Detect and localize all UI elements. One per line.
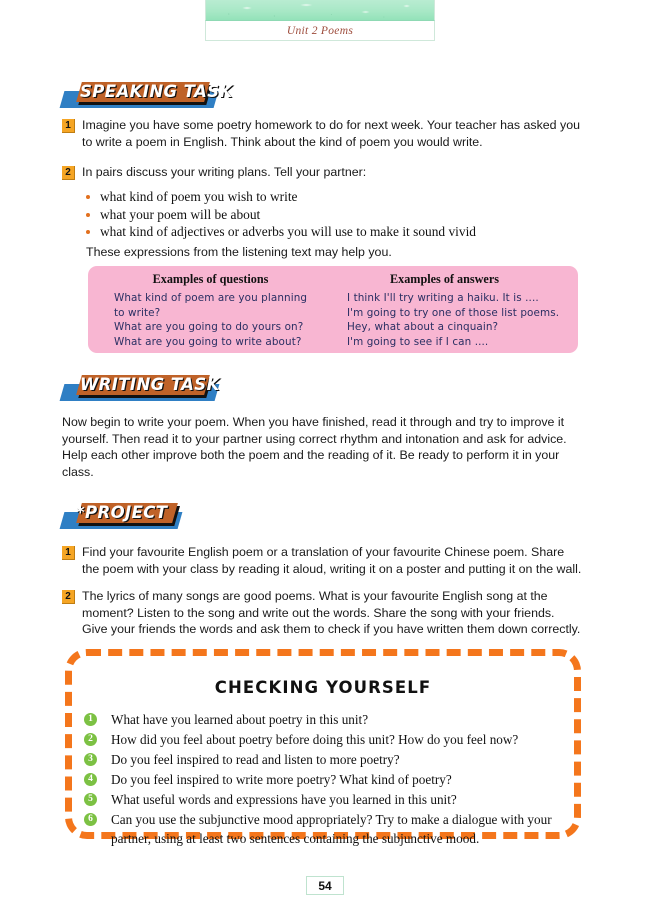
banner-writing-task-label: WRITING TASK bbox=[80, 375, 220, 394]
bullet-dot-icon bbox=[86, 213, 90, 217]
item-number-circle: 6 bbox=[84, 813, 97, 826]
list-item bbox=[84, 770, 576, 789]
answer-line: Hey, what about a cinquain? bbox=[347, 321, 499, 334]
project-item-1 bbox=[62, 544, 582, 577]
item-text: The lyrics of many songs are good poems. What is your favourite English song at the moment? Listen to the song and write out the words. Share the song with your friends. Give your friends the words and ask them to check if you have written them down correctly. bbox=[82, 589, 581, 636]
list-item bbox=[84, 750, 576, 769]
answer-line: I think I'll try writing a haiku. It is .... bbox=[347, 292, 539, 304]
question-line: What are you going to write about? bbox=[114, 335, 302, 348]
list-item bbox=[86, 223, 566, 241]
item-number-circle: 1 bbox=[84, 713, 97, 726]
item-text: Do you feel inspired to read and listen to more poetry? bbox=[111, 752, 400, 767]
examples-questions-column bbox=[88, 272, 333, 353]
banner-speaking-task-label: SPEAKING TASK bbox=[80, 82, 233, 101]
bullet-dot-icon bbox=[86, 195, 90, 199]
item-number-circle: 2 bbox=[84, 733, 97, 746]
item-text: How did you feel about poetry before doing this unit? How do you feel now? bbox=[111, 732, 519, 747]
bullet-text: what kind of poem you wish to write bbox=[100, 189, 298, 204]
answer-line: I'm going to see if I can .... bbox=[347, 335, 489, 348]
figure-caption: Unit 2 Poems bbox=[286, 24, 354, 37]
list-item bbox=[86, 206, 566, 224]
item-text: What have you learned about poetry in this unit? bbox=[111, 712, 369, 727]
examples-table bbox=[88, 266, 578, 353]
bullet-text: what your poem will be about bbox=[100, 206, 261, 222]
figure-caption-box bbox=[205, 20, 435, 41]
item-number-badge: 2 bbox=[62, 590, 75, 604]
item-text: In pairs discuss your writing plans. Tell your partner: bbox=[82, 165, 367, 179]
speaking-task-item-1 bbox=[62, 117, 582, 150]
question-line: What kind of poem are you planning bbox=[114, 292, 308, 304]
expressions-note: These expressions from the listening text may help you. bbox=[86, 245, 392, 259]
list-item bbox=[84, 730, 576, 749]
question-line: to write? bbox=[114, 306, 161, 319]
banner-writing-task bbox=[62, 375, 222, 401]
writing-task-paragraph: Now begin to write your poem. When you have finished, read it through and try to improve it yourself. Then read it to your partner using correct rhythm and intonation and ask for advice. Help each other improve both the poem and the reading of it. Be ready to perform it in your class. bbox=[62, 415, 567, 479]
item-text: Do you feel inspired to write more poetry? What kind of poetry? bbox=[111, 772, 452, 787]
column-header-questions: Examples of questions bbox=[152, 272, 269, 286]
figure-image bbox=[205, 0, 435, 20]
page-number: 54 bbox=[306, 876, 344, 895]
column-header-answers: Examples of answers bbox=[389, 272, 499, 286]
question-line: What are you going to do yours on? bbox=[114, 321, 304, 334]
checking-yourself-list bbox=[84, 710, 576, 849]
item-number-badge: 2 bbox=[62, 166, 75, 180]
item-number-badge: 1 bbox=[62, 119, 75, 133]
item-text: Can you use the subjunctive mood appropriately? Try to make a dialogue with your partner, using at least two sentences containing the subjunctive mood. bbox=[111, 812, 552, 846]
item-number-badge: 1 bbox=[62, 546, 75, 560]
answer-line: I'm going to try one of those list poems. bbox=[347, 306, 560, 319]
bullet-text: what kind of adjectives or adverbs you will use to make it sound vivid bbox=[100, 224, 476, 239]
item-number-circle: 4 bbox=[84, 773, 97, 786]
list-item bbox=[86, 188, 566, 206]
item-text: Imagine you have some poetry homework to do for next week. Your teacher has asked you to write a poem in English. Think about the kind of poem you would write. bbox=[82, 118, 580, 149]
item-number-circle: 5 bbox=[84, 793, 97, 806]
examples-answers-column bbox=[333, 272, 578, 353]
checking-yourself-box bbox=[65, 649, 581, 846]
banner-project bbox=[62, 503, 187, 529]
unit-figure bbox=[205, 0, 435, 41]
list-item bbox=[84, 810, 576, 848]
banner-project-label: *PROJECT bbox=[76, 503, 168, 522]
speaking-task-item-2 bbox=[62, 164, 582, 181]
item-number-circle: 3 bbox=[84, 753, 97, 766]
item-text: What useful words and expressions have you learned in this unit? bbox=[111, 792, 457, 807]
speaking-bullet-list bbox=[86, 188, 566, 241]
project-item-2 bbox=[62, 588, 582, 638]
banner-speaking-task bbox=[62, 82, 233, 108]
checking-yourself-title: CHECKING YOURSELF bbox=[214, 678, 432, 697]
list-item bbox=[84, 790, 576, 809]
list-item bbox=[84, 710, 576, 729]
bullet-dot-icon bbox=[86, 230, 90, 234]
item-text: Find your favourite English poem or a translation of your favourite Chinese poem. Share the poem with your class by reading it aloud, writing it on a poster and putting it on the wall. bbox=[82, 545, 582, 576]
